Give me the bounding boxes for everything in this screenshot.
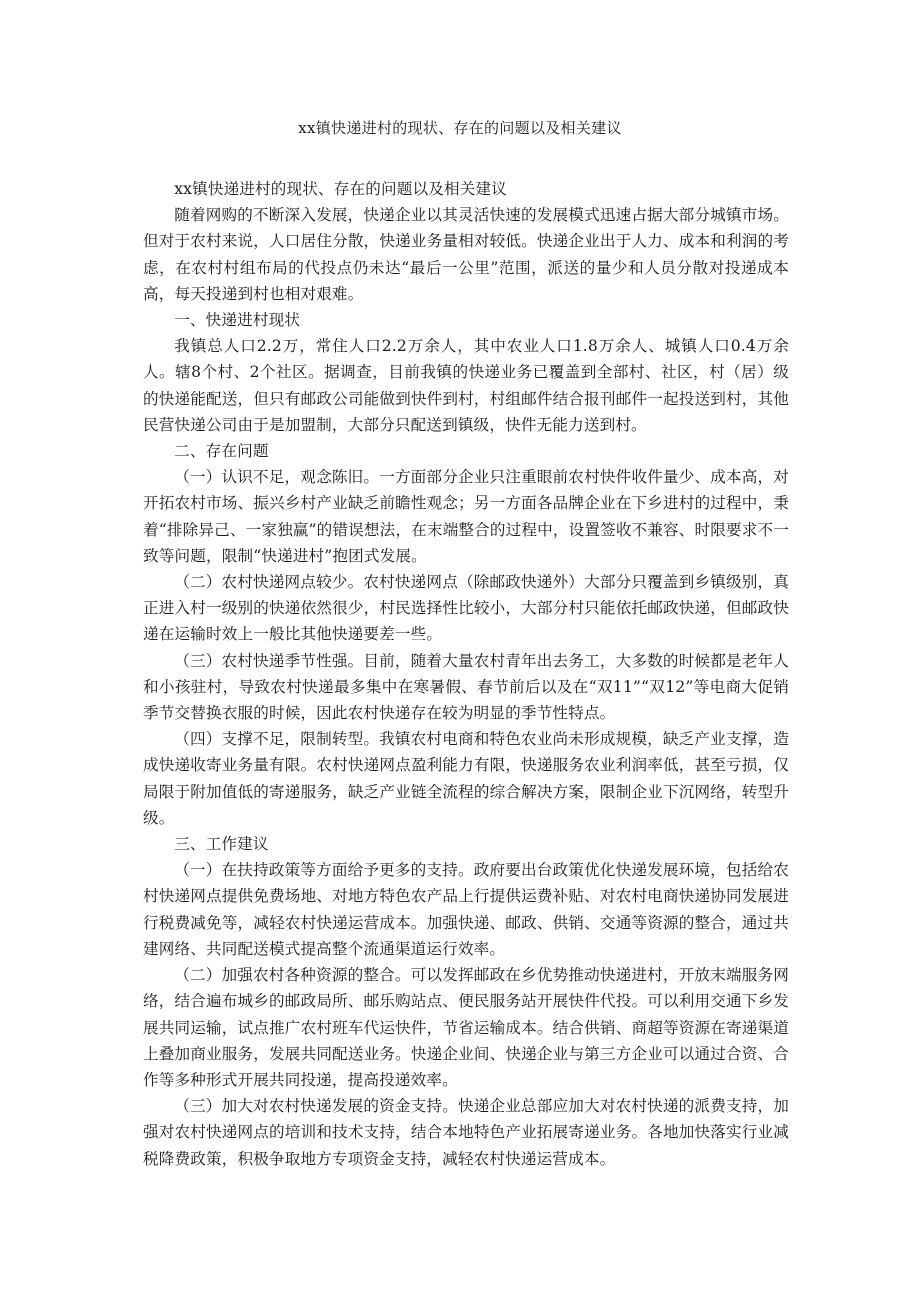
document-title: xx镇快递进村的现状、存在的问题以及相关建议 [298,119,622,137]
suggestion-paragraph-2: （二）加强农村各种资源的整合。可以发挥邮政在乡优势推动快递进村，开放末端服务网络，结合遍布城乡的邮政局所、邮乐购站点、便民服务站开展快件代投。可以利用交通下乡发展共同运输，试点推广农村班车代运快件，节省运输成本。结合供销、商超等资源在寄递渠道上叠加商业服务，发展共同配送业务。快递企业间、快递企业与第三方企业可以通过合资、合作等多种形式开展共同投递，提高投递效率。 [143,966,789,1089]
suggestion-paragraph-1: （一）在扶持政策等方面给予更多的支持。政府要出台政策优化快递发展环境，包括给农村快递网点提供免费场地、对地方特色农产品上行提供运费补贴、对农村电商快递协同发展进行税费减免等，减轻农村快递运营成本。加强快递、邮政、供销、交通等资源的整合，通过共建网络、共同配送模式提高整个流通渠道运行效率。 [143,861,789,958]
document-body [143,176,789,1172]
section-heading-suggestions: 三、工作建议 [174,835,269,854]
problem-paragraph-2: （二）农村快递网点较少。农村快递网点（除邮政快递外）大部分只覆盖到乡镇级别，真正进入村一级别的快递依然很少，村民选择性比较小，大部分村只能依托邮政快递，但邮政快递在运输时效上一般比其他快递要差一些。 [143,573,789,644]
problem-paragraph-1: （一）认识不足，观念陈旧。一方面部分企业只注重眼前农村快件收件量少、成本高，对开拓农村市场、振兴乡村产业缺乏前瞻性观念；另一方面各品牌企业在下乡进村的过程中，秉着“排除异己、一家独赢”的错误想法，在末端整合的过程中，设置签收不兼容、时限要求不一致等问题，限制“快递进村”抱团式发展。 [143,468,789,565]
status-paragraph: 我镇总人口2.2万，常住人口2.2万余人，其中农业人口1.8万余人、城镇人口0.4万余人。辖8个村、2个社区。据调查，目前我镇的快递业务已覆盖到全部村、社区，村（居）级的快递能配送，但只有邮政公司能做到快件到村，村组邮件结合报刊邮件一起投送到村，其他民营快递公司由于是加盟制，大部分只配送到镇级，快件无能力送到村。 [143,337,789,434]
intro-paragraph: 随着网购的不断深入发展，快递企业以其灵活快速的发展模式迅速占据大部分城镇市场。但对于农村来说，人口居住分散，快递业务量相对较低。快递企业出于人力、成本和利润的考虑，在农村村组布局的代投点仍未达“最后一公里”范围，派送的量少和人员分散对投递成本高，每天投递到村也相对艰难。 [143,206,789,303]
suggestion-paragraph-3: （三）加大对农村快递发展的资金支持。快递企业总部应加大对农村快递的派费支持，加强对农村快递网点的培训和技术支持，结合本地特色产业拓展寄递业务。各地加快落实行业减税降费政策，积极争取地方专项资金支持，减轻农村快递运营成本。 [143,1097,789,1168]
problem-paragraph-4: （四）支撑不足，限制转型。我镇农村电商和特色农业尚未形成规模，缺乏产业支撑，造成快递收寄业务量有限。农村快递网点盈利能力有限，快递服务农业利润率低，甚至亏损，仅局限于附加值低的寄递服务，缺乏产业链全流程的综合解决方案，限制企业下沉网络，转型升级。 [143,730,789,827]
section-heading-problems: 二、存在问题 [174,442,269,461]
section-heading-status: 一、快递进村现状 [174,311,301,330]
body-heading: xx镇快递进村的现状、存在的问题以及相关建议 [174,180,507,198]
problem-paragraph-3: （三）农村快递季节性强。目前，随着大量农村青年出去务工，大多数的时候都是老年人和小孩驻村，导致农村快递最多集中在寒暑假、春节前后以及在“双11”“双12”等电商大促销季节交替换衣服的时候，因此农村快递存在较为明显的季节性特点。 [143,651,789,723]
